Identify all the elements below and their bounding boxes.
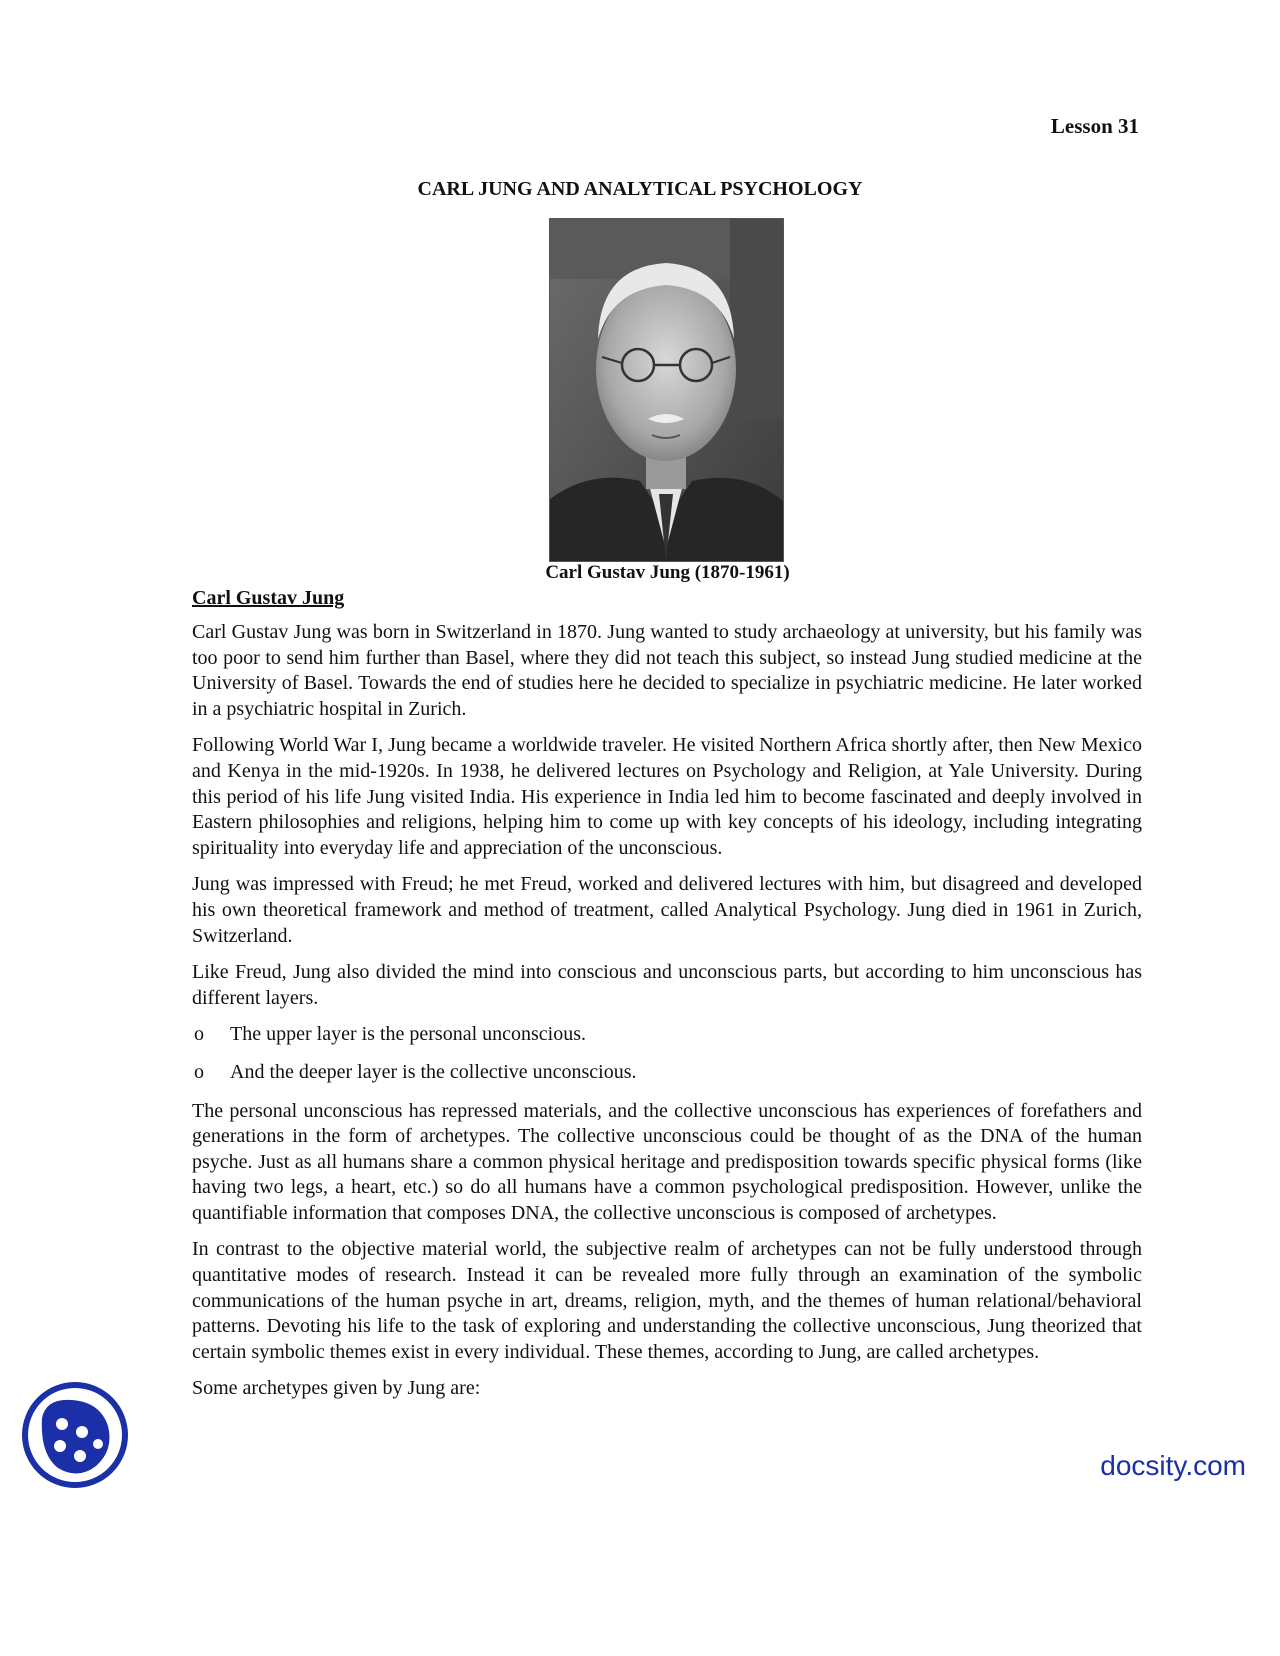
section-heading: Carl Gustav Jung xyxy=(192,587,345,609)
paragraph: In contrast to the objective material world, the subjective realm of archetypes can not be fully understood through quantitative modes of research. Instead it can be revealed more fully through an examination of the symbolic communications of the human psyche in art, dreams, religion, myth, and the themes of human relational/behavioral patterns. Devoting his life to the task of exploring and understanding the collective unconscious, Jung theorized that certain symbolic themes exist in every individual. These themes, according to Jung, are called archetypes. xyxy=(192,1238,1142,1363)
docsity-logo-icon xyxy=(20,1380,130,1490)
list-item xyxy=(192,1060,1142,1086)
paragraph: The personal unconscious has repressed materials, and the collective unconscious has experiences of forefathers and generations in the form of archetypes. The collective unconscious could be thought of as the DNA of the human psyche. Just as all humans share a common physical heritage and predisposition towards specific physical forms (like having two legs, a heart, etc.) so do all humans have a common psychological predisposition. However, unlike the quantifiable information that composes DNA, the collective unconscious is composed of archetypes. xyxy=(192,1099,1142,1224)
bullet-marker: o xyxy=(194,1023,204,1046)
paragraph: Following World War I, Jung became a worldwide traveler. He visited Northern Africa shortly after, then New Mexico and Kenya in the mid-1920s. In 1938, he delivered lectures on Psychology and Religion, at Yale University. During this period of his life Jung visited India. His experience in India led him to become fascinated and deeply involved in Eastern philosophies and religions, helping him to come up with key concepts of his ideology, including integrating spirituality into everyday life and appreciation of the unconscious. xyxy=(192,734,1142,859)
portrait-photo xyxy=(549,218,784,562)
list-item xyxy=(192,1022,1142,1048)
portrait-caption: Carl Gustav Jung (1870-1961) xyxy=(545,562,790,583)
paragraph: Some archetypes given by Jung are: xyxy=(192,1377,481,1400)
list-item-text: And the deeper layer is the collective unconscious. xyxy=(230,1060,637,1083)
paragraph: Carl Gustav Jung was born in Switzerland in 1870. Jung wanted to study archaeology at university, but his family was too poor to send him further than Basel, where they did not teach this subject, so instead Jung studied medicine at the University of Basel. Towards the end of studies here he decided to specialize in psychiatric medicine. He later worked in a psychiatric hospital in Zurich. xyxy=(192,621,1142,720)
page-title: CARL JUNG AND ANALYTICAL PSYCHOLOGY xyxy=(417,178,863,200)
paragraph: Jung was impressed with Freud; he met Freud, worked and delivered lectures with him, but disagreed and developed his own theoretical framework and method of treatment, called Analytical Psychology. Jung died in 1961 in Zurich, Switzerland. xyxy=(192,873,1142,947)
paragraph: Like Freud, Jung also divided the mind into conscious and unconscious parts, but according to him unconscious has different layers. xyxy=(192,961,1142,1009)
bullet-marker: o xyxy=(194,1060,204,1083)
document-body xyxy=(192,586,1142,1413)
layers-list xyxy=(192,1022,1142,1085)
list-item-text: The upper layer is the personal unconscious. xyxy=(230,1023,587,1046)
lesson-number: Lesson 31 xyxy=(1050,114,1139,138)
docsity-watermark[interactable]: docsity.com xyxy=(1100,1450,1246,1481)
